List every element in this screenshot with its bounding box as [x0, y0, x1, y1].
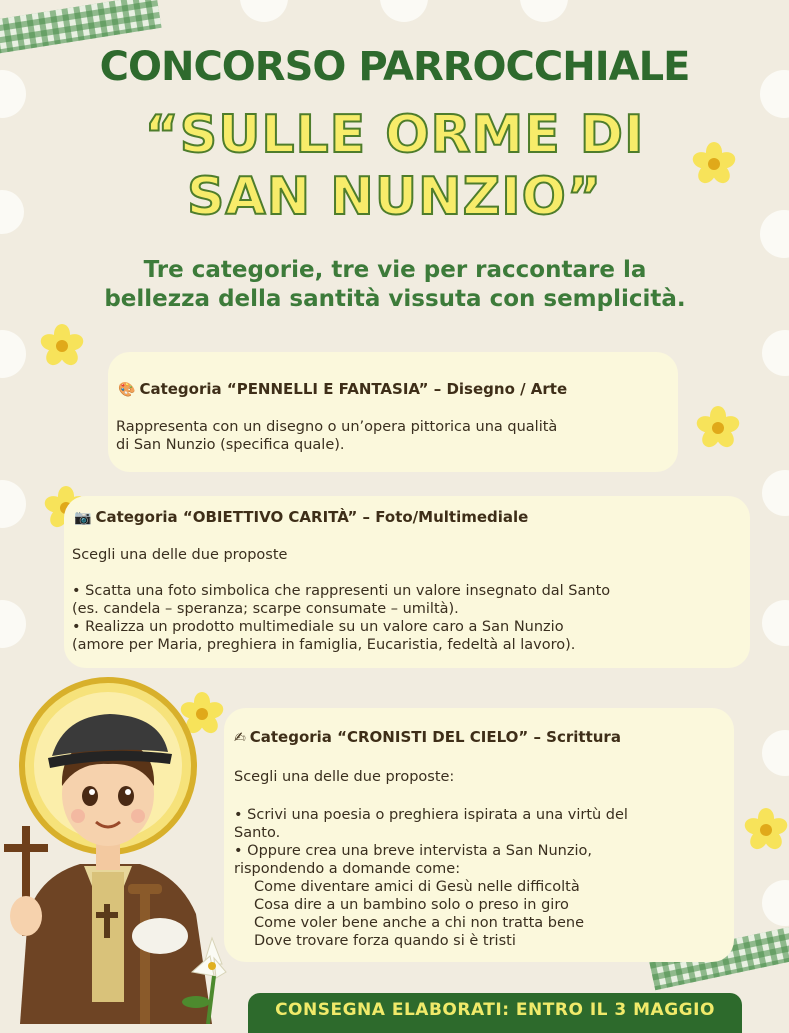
- category-card-writing: [224, 708, 734, 962]
- poster-subtitle: [0, 104, 789, 228]
- category-description-art: Rappresenta con un disegno o un’opera pittorica una qualità di San Nunzio (specifica quale).: [116, 419, 558, 453]
- subtitle-line-1: “SULLE ORME DI: [144, 105, 645, 165]
- question-item: Come diventare amici di Gesù nelle difficoltà: [254, 879, 580, 895]
- question-item: Come voler bene anche a chi non tratta bene: [254, 915, 585, 931]
- writing-hand-icon: ✍: [234, 730, 246, 746]
- subtitle-line-2: SAN NUNZIO”: [186, 167, 602, 227]
- saint-illustration: [0, 676, 250, 1024]
- category-heading-writing: ✍ Categoria “CRONISTI DEL CIELO” – Scrittura: [234, 728, 621, 746]
- category-card-photo: [64, 496, 750, 668]
- category-intro-photo: Scegli una delle due proposte: [72, 547, 288, 563]
- flower-icon: [744, 808, 788, 852]
- intro-line-2: bellezza della santità vissuta con semplicità.: [104, 286, 686, 312]
- question-item: Cosa dire a un bambino solo o preso in giro: [254, 897, 569, 913]
- intro-line-1: Tre categorie, tre vie per raccontare la: [143, 257, 647, 283]
- poster-title: CONCORSO PARROCCHIALE: [99, 44, 690, 90]
- camera-icon: 📷: [74, 510, 92, 526]
- category-bullets-photo: • Scatta una foto simbolica che rappresenti un valore insegnato dal Santo (es. candela – speranza; scarpe consumate – umiltà). • Realizza un prodotto multimediale su un valore caro a San Nunzio (amore per Maria, preghiera in famiglia, Eucaristia, fedeltà al lavoro).: [72, 583, 611, 653]
- question-item: Dove trovare forza quando si è tristi: [254, 933, 516, 949]
- deadline-banner: CONSEGNA ELABORATI: ENTRO IL 3 MAGGIO: [248, 993, 742, 1033]
- category-heading-art: 🎨 Categoria “PENNELLI E FANTASIA” – Disegno / Arte: [118, 380, 568, 398]
- category-bullets-writing: • Scrivi una poesia o preghiera ispirata a una virtù del Santo. • Oppure crea una breve intervista a San Nunzio, rispondendo a domande come: Come diventare amici di Gesù nelle difficoltà Cosa dire a un bambino solo o preso in giro Come voler bene anche a chi non tratta bene Dove trovare forza quando si è tristi: [234, 807, 628, 949]
- flower-icon: [696, 406, 740, 450]
- intro-text: [60, 256, 730, 314]
- category-intro-writing: Scegli una delle due proposte:: [234, 769, 455, 785]
- palette-icon: 🎨: [118, 382, 136, 398]
- category-card-art: [108, 352, 678, 472]
- category-heading-photo: 📷 Categoria “OBIETTIVO CARITÀ” – Foto/Multimediale: [74, 508, 529, 526]
- flower-icon: [40, 324, 84, 368]
